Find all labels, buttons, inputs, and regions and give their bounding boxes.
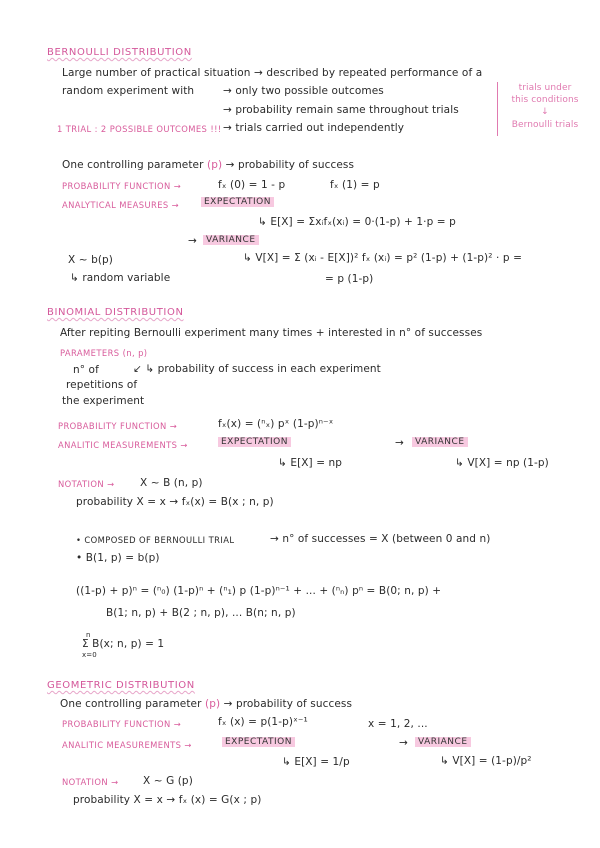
bernoulli-pf-1: fₓ (1) = p <box>330 179 380 191</box>
bernoulli-param-p: (p) <box>207 159 223 171</box>
bernoulli-line-1: Large number of practical situation → described by repeated performance of a <box>62 67 483 79</box>
geometric-pf-label: PROBABILITY FUNCTION → <box>62 719 182 729</box>
bernoulli-variance-formula: ↳ V[X] = Σ (xᵢ - E[X])² fₓ (xᵢ) = p² (1-p) + (1-p)² · p = <box>243 252 522 264</box>
geometric-pf: fₓ (x) = p(1-p)ˣ⁻¹ <box>218 716 308 728</box>
side-note-arrow: ↓ <box>541 107 549 117</box>
geometric-expectation-formula: ↳ E[X] = 1/p <box>282 756 350 768</box>
binomial-notation-label: NOTATION → <box>58 479 115 489</box>
binomial-sum: Σ B(x; n, p) = 1 <box>82 638 165 650</box>
geometric-pf-range: x = 1, 2, ... <box>368 718 428 730</box>
bernoulli-expectation-tag: EXPECTATION <box>201 197 274 207</box>
geometric-heading: GEOMETRIC DISTRIBUTION <box>47 680 195 691</box>
binomial-expectation-formula: ↳ E[X] = np <box>278 457 343 469</box>
geometric-param-desc: → probability of success <box>223 698 353 710</box>
binomial-p-desc: ↙ ↳ probability of success in each experiment <box>133 363 381 375</box>
binomial-bullet-2: • B(1, p) = b(p) <box>76 552 160 564</box>
binomial-heading: BINOMIAL DISTRIBUTION <box>47 307 184 318</box>
bernoulli-notation-desc: ↳ random variable <box>70 272 171 284</box>
bernoulli-var-arrow: → <box>188 235 197 247</box>
binomial-bullet-1b: → n° of successes = X (between 0 and n) <box>270 533 491 545</box>
bernoulli-param-label: One controlling parameter <box>62 159 204 171</box>
binomial-expectation-tag: EXPECTATION <box>218 437 291 447</box>
binomial-n-of: n° of <box>73 364 99 376</box>
binomial-pf: fₓ(x) = (ⁿₓ) pˣ (1-p)ⁿ⁻ˣ <box>218 418 334 430</box>
binomial-notation: X ~ B (n, p) <box>140 477 203 489</box>
binomial-experiment: the experiment <box>62 395 145 407</box>
geometric-am-label: ANALITIC MEASUREMENTS → <box>62 740 192 750</box>
bernoulli-param-desc: → probability of success <box>225 159 355 171</box>
side-note-1: trials under <box>518 83 572 93</box>
bernoulli-trial-note: 1 TRIAL : 2 POSSIBLE OUTCOMES !!! <box>57 124 222 134</box>
geometric-probability: probability X = x → fₓ (x) = G(x ; p) <box>73 794 262 806</box>
binomial-am-label: ANALITIC MEASUREMENTS → <box>58 440 188 450</box>
bernoulli-expectation-formula: ↳ E[X] = Σxᵢfₓ(xᵢ) = 0·(1-p) + 1·p = p <box>258 216 456 228</box>
geometric-variance-tag: VARIANCE <box>415 737 471 747</box>
binomial-var-arrow: → <box>395 437 404 449</box>
geometric-notation-label: NOTATION → <box>62 777 119 787</box>
geometric-notation: X ~ G (p) <box>143 775 193 787</box>
binomial-variance-tag: VARIANCE <box>412 437 468 447</box>
bernoulli-am-label: ANALYTICAL MEASURES → <box>62 200 180 210</box>
binomial-params: PARAMETERS (n, p) <box>60 348 148 358</box>
binomial-pf-label: PROBABILITY FUNCTION → <box>58 421 178 431</box>
bernoulli-pf-label: PROBABILITY FUNCTION → <box>62 181 182 191</box>
binomial-bullet-1a: • COMPOSED OF BERNOULLI TRIAL <box>76 535 235 545</box>
geometric-param-p: (p) <box>205 698 221 710</box>
side-brace <box>497 82 498 136</box>
side-note-2: this conditions <box>511 95 579 105</box>
bernoulli-heading: BERNOULLI DISTRIBUTION <box>47 47 192 58</box>
geometric-expectation-tag: EXPECTATION <box>222 737 295 747</box>
bernoulli-line-3: → probability remain same throughout trials <box>223 104 459 116</box>
binomial-variance-formula: ↳ V[X] = np (1-p) <box>455 457 549 469</box>
geometric-param-label: One controlling parameter <box>60 698 202 710</box>
geometric-var-arrow: → <box>399 737 408 749</box>
bernoulli-variance-result: = p (1-p) <box>325 273 374 285</box>
binomial-repetitions: repetitions of <box>66 379 138 391</box>
binomial-sum-top: n <box>86 631 91 639</box>
bernoulli-notation: X ~ b(p) <box>68 254 113 266</box>
bernoulli-parameter <box>62 159 354 171</box>
side-note-3: Bernoulli trials <box>511 120 579 130</box>
binomial-sum-bottom: x=0 <box>82 651 97 659</box>
binomial-probability: probability X = x → fₓ(x) = B(x ; n, p) <box>76 496 274 508</box>
bernoulli-variance-tag: VARIANCE <box>203 235 259 245</box>
bernoulli-line-4: → trials carried out independently <box>223 122 405 134</box>
binomial-expansion-1: ((1-p) + p)ⁿ = (ⁿ₀) (1-p)ⁿ + (ⁿ₁) p (1-p)ⁿ⁻¹ + ... + (ⁿₙ) pⁿ = B(0; n, p) + <box>76 585 442 597</box>
bernoulli-line-2b: → only two possible outcomes <box>223 85 384 97</box>
binomial-line-1: After repiting Bernoulli experiment many times + interested in n° of successes <box>60 327 483 339</box>
geometric-variance-formula: ↳ V[X] = (1-p)/p² <box>440 755 532 767</box>
bernoulli-line-2a: random experiment with <box>62 85 195 97</box>
bernoulli-pf-0: fₓ (0) = 1 - p <box>218 179 286 191</box>
binomial-expansion-2: B(1; n, p) + B(2 ; n, p), ... B(n; n, p) <box>106 607 296 619</box>
geometric-parameter <box>60 698 352 710</box>
